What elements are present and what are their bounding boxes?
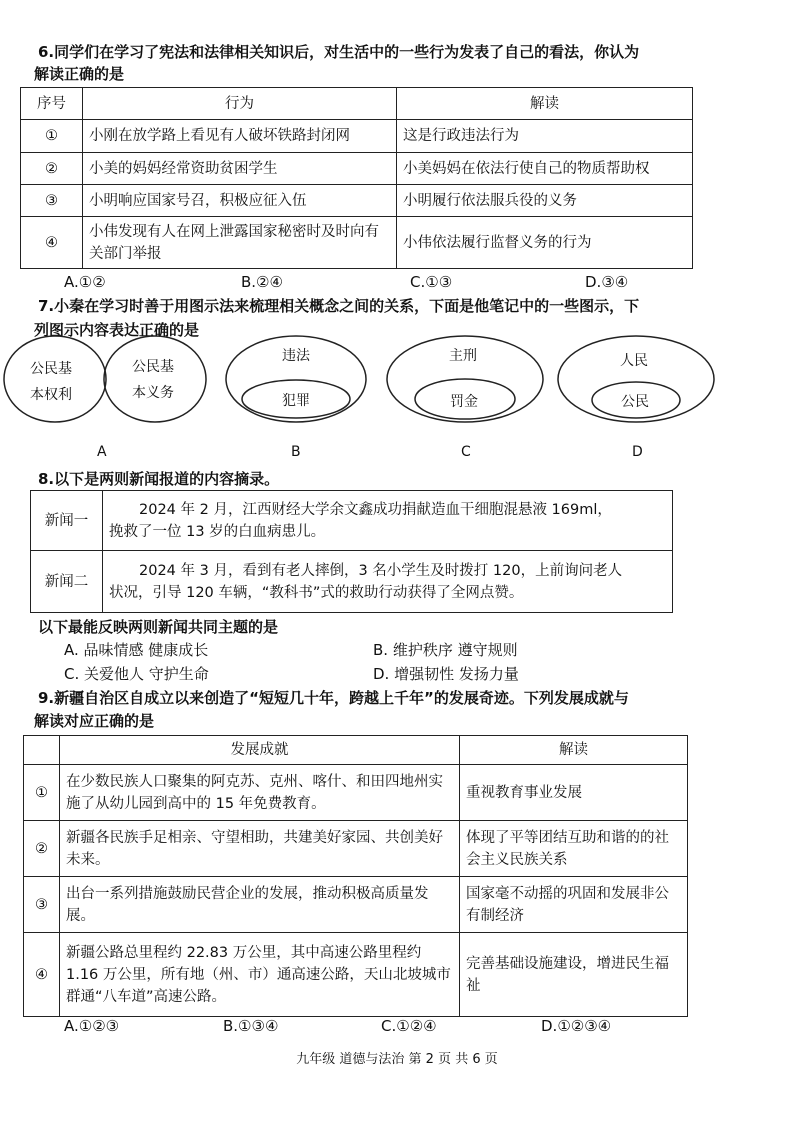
news-line: 挽救了一位 13 岁的白血病患儿。 xyxy=(109,523,326,540)
option-b[interactable]: B.②④ xyxy=(241,273,283,291)
q9-header-achievement: 发展成就 xyxy=(60,736,460,765)
diagram-d-letter: D xyxy=(632,444,643,460)
table-row xyxy=(24,877,688,933)
option-a[interactable]: A. 品味情感 健康成长 xyxy=(64,641,209,659)
q6-stem-line1: 6.同学们在学习了宪法和法律相关知识后，对生活中的一些行为发表了自己的看法，你认为 xyxy=(38,43,640,61)
row-number: ③ xyxy=(24,877,60,933)
option-c[interactable]: C.①②④ xyxy=(381,1017,437,1035)
row-number: ③ xyxy=(21,185,83,217)
row-interpretation: 国家毫不动摇的巩固和发展非公有制经济 xyxy=(460,877,688,933)
table-row xyxy=(21,120,693,153)
table-row xyxy=(31,551,673,613)
news-line: 状况，引导 120 车辆，“教科书”式的救助行动获得了全网点赞。 xyxy=(109,584,524,601)
q9-header-interp: 解读 xyxy=(460,736,688,765)
q6-stem-line2: 解读正确的是 xyxy=(34,65,125,83)
news-line: 2024 年 2 月，江西财经大学余文鑫成功捐献造血干细胞混悬液 169ml， xyxy=(139,501,612,518)
option-a[interactable]: A.①②③ xyxy=(64,1017,120,1035)
table-row xyxy=(24,765,688,821)
diagram-a-right-l2: 本义务 xyxy=(132,385,174,401)
diagram-d-outer-label: 人民 xyxy=(620,353,648,369)
diagram-a-left-l1: 公民基 xyxy=(30,361,72,377)
row-number: ① xyxy=(24,765,60,821)
q9-header-blank xyxy=(24,736,60,765)
table-row xyxy=(21,185,693,217)
diagram-c-outer-label: 主刑 xyxy=(449,348,477,364)
option-d[interactable]: D. 增强韧性 发扬力量 xyxy=(373,665,519,683)
q9-options xyxy=(0,1016,794,1036)
diagram-b-letter: B xyxy=(291,444,301,460)
news-line: 2024 年 3 月，看到有老人摔倒，3 名小学生及时拨打 120，上前询问老人 xyxy=(139,562,623,579)
q6-header-no: 序号 xyxy=(21,88,83,120)
q8-question: 以下最能反映两则新闻共同主题的是 xyxy=(38,618,279,636)
q9-stem-line1: 9.新疆自治区自成立以来创造了“短短几十年，跨越上千年”的发展奇迹。下列发展成就与 xyxy=(38,689,629,707)
row-interpretation: 这是行政违法行为 xyxy=(397,120,693,153)
row-achievement: 新疆各民族手足相亲、守望相助，共建美好家园、共创美好未来。 xyxy=(60,821,460,877)
q9-table xyxy=(23,735,688,1017)
diagram-b xyxy=(226,336,366,460)
row-number: ④ xyxy=(24,933,60,1017)
row-interpretation: 小伟依法履行监督义务的行为 xyxy=(397,217,693,269)
option-a[interactable]: A.①② xyxy=(64,273,106,291)
news-label: 新闻二 xyxy=(31,551,103,613)
row-number: ② xyxy=(21,153,83,185)
table-row xyxy=(24,933,688,1017)
diagram-a-left-l2: 本权利 xyxy=(30,387,72,403)
row-interpretation: 小美妈妈在依法行使自己的物质帮助权 xyxy=(397,153,693,185)
diagram-b-inner-label: 犯罪 xyxy=(282,393,310,409)
q7-diagrams xyxy=(0,335,794,465)
q6-header-interp: 解读 xyxy=(397,88,693,120)
q6-options xyxy=(0,272,794,292)
option-d[interactable]: D.①②③④ xyxy=(541,1017,612,1035)
diagram-a-right-circle xyxy=(104,336,206,422)
table-row xyxy=(31,491,673,551)
row-action: 小伟发现有人在网上泄露国家秘密时及时向有关部门举报 xyxy=(83,217,397,269)
row-number: ① xyxy=(21,120,83,153)
row-number: ② xyxy=(24,821,60,877)
option-b[interactable]: B. 维护秩序 遵守规则 xyxy=(373,641,518,659)
diagram-a-letter: A xyxy=(97,444,107,460)
q9-stem-line2: 解读对应正确的是 xyxy=(34,712,155,730)
table-row xyxy=(21,217,693,269)
row-number: ④ xyxy=(21,217,83,269)
news-label: 新闻一 xyxy=(31,491,103,551)
row-action: 小刚在放学路上看见有人破坏铁路封闭网 xyxy=(83,120,397,153)
page-footer: 九年级 道德与法治 第 2 页 共 6 页 xyxy=(296,1052,498,1067)
diagram-b-outer-label: 违法 xyxy=(282,348,310,364)
q6-table xyxy=(20,87,693,269)
news-body xyxy=(103,551,673,613)
q8-stem: 8.以下是两则新闻报道的内容摘录。 xyxy=(38,470,280,488)
diagram-c xyxy=(387,336,543,460)
diagram-d-inner-label: 公民 xyxy=(621,394,649,410)
q8-options xyxy=(0,640,794,684)
diagram-c-letter: C xyxy=(461,444,471,460)
option-c[interactable]: C. 关爱他人 守护生命 xyxy=(64,665,209,683)
q8-news-table xyxy=(30,490,673,613)
q7-stem-line2: 列图示内容表达正确的是 xyxy=(34,321,200,339)
row-interpretation: 体现了平等团结互助和谐的的社会主义民族关系 xyxy=(460,821,688,877)
news-body xyxy=(103,491,673,551)
option-b[interactable]: B.①③④ xyxy=(223,1017,279,1035)
row-interpretation: 完善基础设施建设，增进民生福祉 xyxy=(460,933,688,1017)
row-action: 小明响应国家号召，积极应征入伍 xyxy=(83,185,397,217)
row-interpretation: 小明履行依法服兵役的义务 xyxy=(397,185,693,217)
row-achievement: 在少数民族人口聚集的阿克苏、克州、喀什、和田四地州实施了从幼儿园到高中的 15 年免费教育。 xyxy=(60,765,460,821)
row-action: 小美的妈妈经常资助贫困学生 xyxy=(83,153,397,185)
row-interpretation: 重视教育事业发展 xyxy=(460,765,688,821)
diagram-a-right-l1: 公民基 xyxy=(132,359,174,375)
diagram-a xyxy=(4,336,206,460)
diagram-a-left-circle xyxy=(4,336,106,422)
table-row xyxy=(21,153,693,185)
table-row xyxy=(24,821,688,877)
row-achievement: 新疆公路总里程约 22.83 万公里，其中高速公路里程约 1.16 万公里，所有地（州、市）通高速公路，天山北坡城市群通“八车道”高速公路。 xyxy=(60,933,460,1017)
option-d[interactable]: D.③④ xyxy=(585,273,629,291)
row-achievement: 出台一系列措施鼓励民营企业的发展，推动积极高质量发展。 xyxy=(60,877,460,933)
q6-header-action: 行为 xyxy=(83,88,397,120)
option-c[interactable]: C.①③ xyxy=(410,273,453,291)
diagram-d xyxy=(558,336,714,460)
diagram-c-inner-label: 罚金 xyxy=(450,394,478,410)
q7-stem-line1: 7.小秦在学习时善于用图示法来梳理相关概念之间的关系，下面是他笔记中的一些图示，下 xyxy=(38,297,640,315)
